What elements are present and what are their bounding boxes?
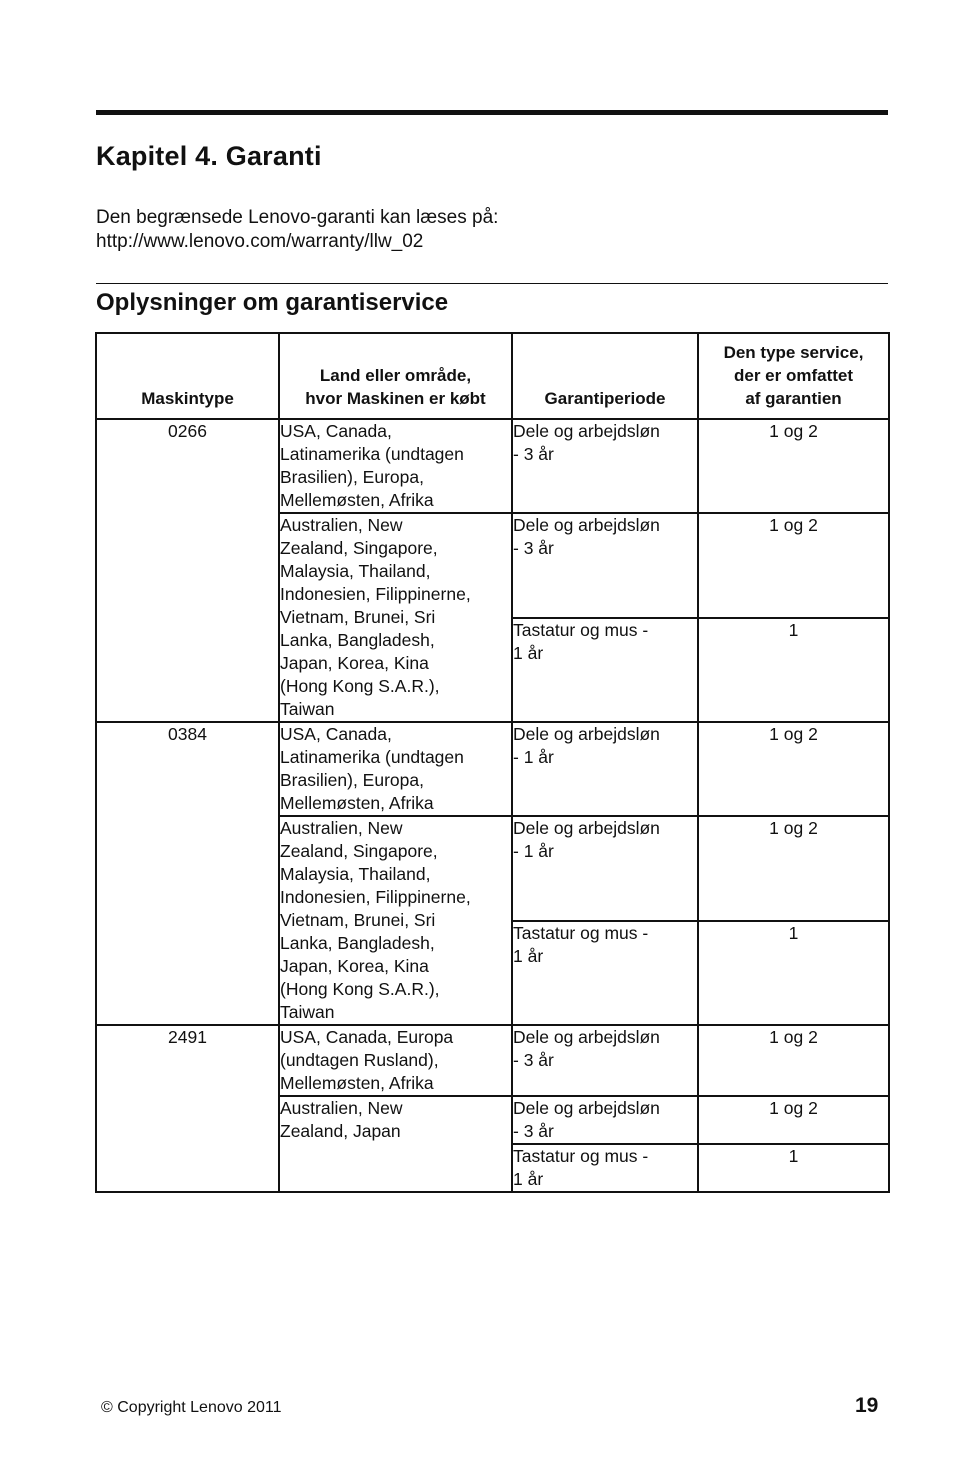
intro-text: Den begrænsede Lenovo-garanti kan læses på: xyxy=(96,207,499,228)
period-cell: Dele og arbejdsløn - 1 år xyxy=(512,722,698,816)
section-title: Oplysninger om garantiservice xyxy=(96,289,449,316)
machine-type-cell: 0384 xyxy=(96,722,279,1025)
service-cell: 1 xyxy=(698,1144,889,1192)
machine-type-cell: 2491 xyxy=(96,1025,279,1192)
period-cell: Tastatur og mus - 1 år xyxy=(512,618,698,723)
header-country: Land eller område, hvor Maskinen er købt xyxy=(279,333,512,419)
country-cell: USA, Canada, Latinamerika (undtagen Brasilien), Europa, Mellemøsten, Afrika xyxy=(279,722,512,816)
warranty-table xyxy=(95,332,890,1193)
service-cell: 1 xyxy=(698,921,889,1026)
warranty-url[interactable]: http://www.lenovo.com/warranty/llw_02 xyxy=(96,231,424,252)
machine-type-cell: 0266 xyxy=(96,419,279,722)
service-cell: 1 og 2 xyxy=(698,1025,889,1096)
service-cell: 1 og 2 xyxy=(698,722,889,816)
country-cell: Australien, New Zealand, Japan xyxy=(279,1096,512,1192)
service-cell: 1 og 2 xyxy=(698,419,889,513)
country-cell: USA, Canada, Latinamerika (undtagen Brasilien), Europa, Mellemøsten, Afrika xyxy=(279,419,512,513)
intro-paragraph xyxy=(96,206,498,254)
chapter-top-rule xyxy=(96,110,888,115)
period-cell: Tastatur og mus - 1 år xyxy=(512,1144,698,1192)
section-rule xyxy=(96,283,888,284)
country-cell: Australien, New Zealand, Singapore, Malaysia, Thailand, Indonesien, Filippinerne, Vietnam, Brunei, Sri Lanka, Bangladesh, Japan, Korea, Kina (Hong Kong S.A.R.), Taiwan xyxy=(279,513,512,722)
country-cell: USA, Canada, Europa (undtagen Rusland), Mellemøsten, Afrika xyxy=(279,1025,512,1096)
header-warranty-period: Garantiperiode xyxy=(512,333,698,419)
header-machine-type: Maskintype xyxy=(96,333,279,419)
period-cell: Dele og arbejdsløn - 1 år xyxy=(512,816,698,921)
country-cell: Australien, New Zealand, Singapore, Malaysia, Thailand, Indonesien, Filippinerne, Vietnam, Brunei, Sri Lanka, Bangladesh, Japan, Korea, Kina (Hong Kong S.A.R.), Taiwan xyxy=(279,816,512,1025)
period-cell: Dele og arbejdsløn - 3 år xyxy=(512,513,698,618)
table-header-row xyxy=(96,333,889,419)
service-cell: 1 og 2 xyxy=(698,1096,889,1144)
table-row xyxy=(96,419,889,513)
service-cell: 1 og 2 xyxy=(698,816,889,921)
service-cell: 1 xyxy=(698,618,889,723)
chapter-title: Kapitel 4. Garanti xyxy=(96,141,322,171)
table-row xyxy=(96,1025,889,1096)
page-number: 19 xyxy=(855,1394,879,1417)
period-cell: Dele og arbejdsløn - 3 år xyxy=(512,419,698,513)
service-cell: 1 og 2 xyxy=(698,513,889,618)
period-cell: Dele og arbejdsløn - 3 år xyxy=(512,1096,698,1144)
header-service-type: Den type service, der er omfattet af garantien xyxy=(698,333,889,419)
period-cell: Dele og arbejdsløn - 3 år xyxy=(512,1025,698,1096)
period-cell: Tastatur og mus - 1 år xyxy=(512,921,698,1026)
table-row xyxy=(96,722,889,816)
footer-copyright: © Copyright Lenovo 2011 xyxy=(101,1399,282,1416)
